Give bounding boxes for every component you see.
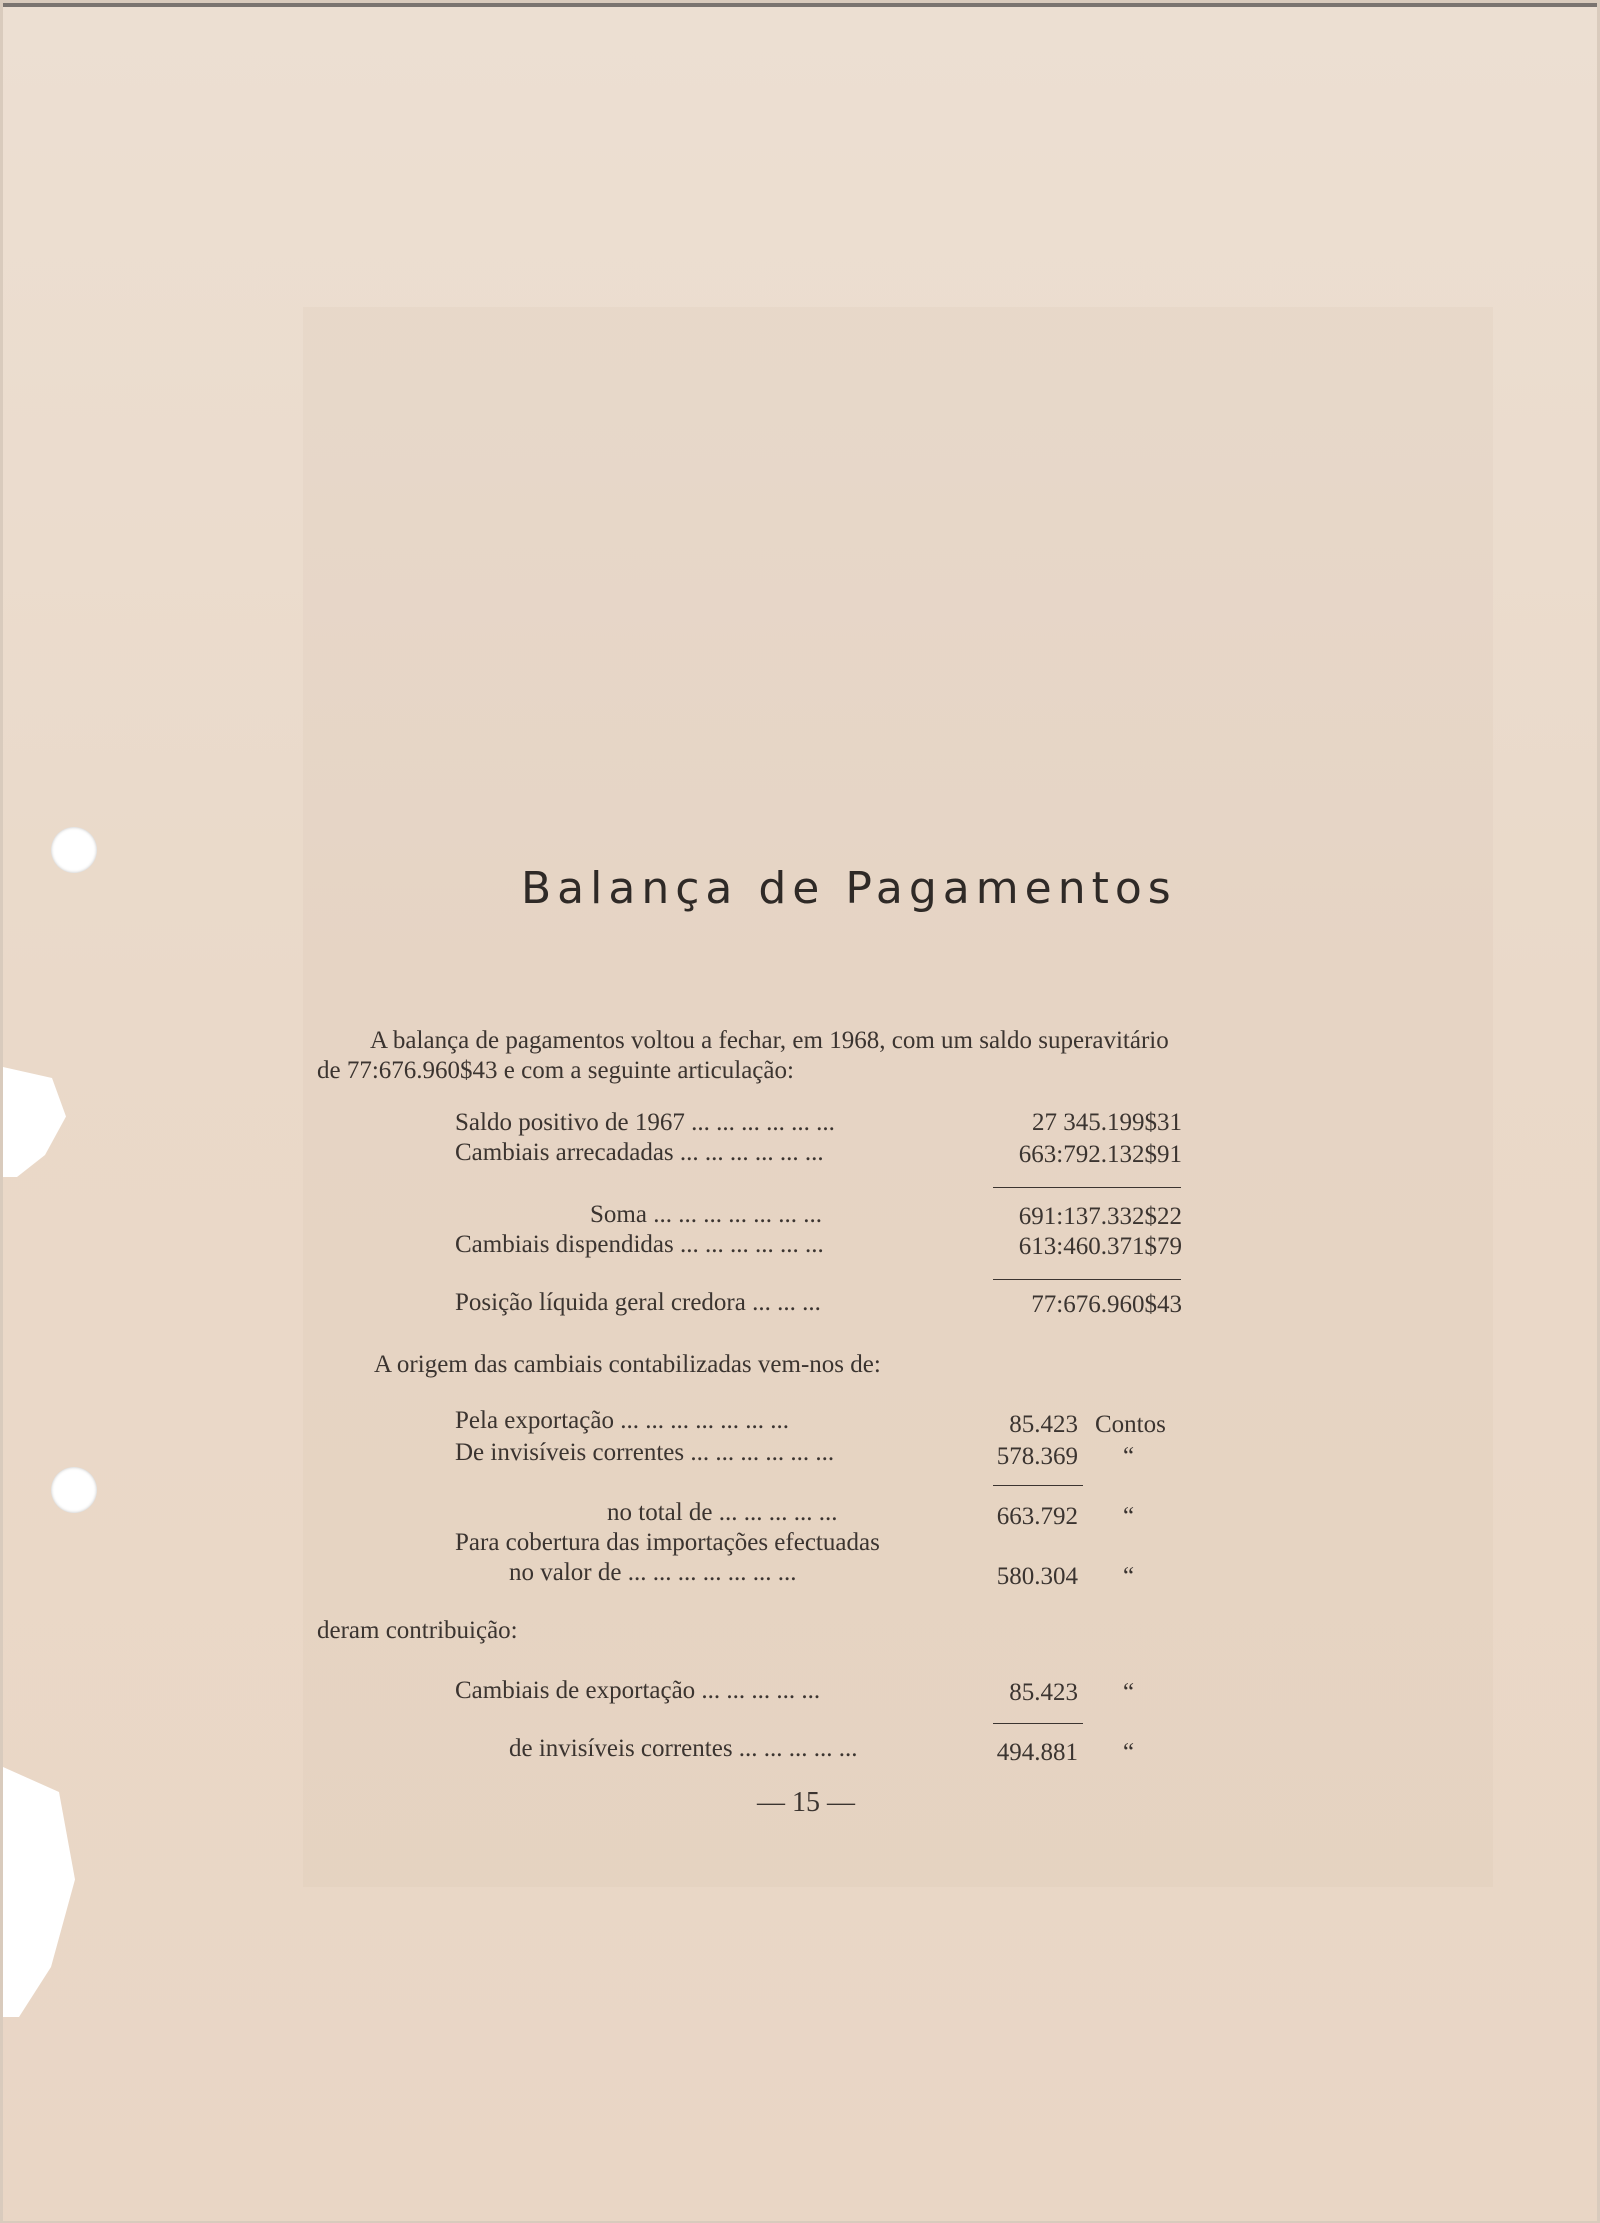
deram-line: deram contribuição:: [317, 1617, 518, 1644]
arrecadadas-value: 663:792.132$91: [1018, 1141, 1182, 1168]
ditto-mark: “: [1123, 1443, 1135, 1470]
cambiais-exportacao-value: 85.423: [1009, 1679, 1078, 1706]
dispendidas-label: Cambiais dispendidas ... ... ... ... ... ...: [455, 1231, 824, 1258]
cobertura-line-2: no valor de ... ... ... ... ... ... ...: [509, 1559, 797, 1586]
total-label: no total de ... ... ... ... ...: [607, 1499, 838, 1526]
cobertura-value: 580.304: [996, 1563, 1078, 1590]
page-number: — 15 —: [757, 1787, 855, 1818]
torn-edge-lower: [3, 1767, 83, 2017]
punch-hole-bottom: [51, 1467, 97, 1513]
torn-edge-upper: [3, 1067, 73, 1177]
page-title: Balança de Pagamentos: [521, 863, 1177, 914]
arrecadadas-label: Cambiais arrecadadas ... ... ... ... ... ...: [455, 1139, 824, 1166]
dispendidas-value: 613:460.371$79: [1018, 1233, 1182, 1260]
invisiveis-correntes-value: 494.881: [996, 1739, 1078, 1766]
soma-label: Soma ... ... ... ... ... ... ...: [590, 1201, 822, 1228]
exportacao-value: 85.423: [1009, 1411, 1078, 1438]
invisiveis-correntes-label: de invisíveis correntes ... ... ... ... ...: [509, 1735, 858, 1762]
origem-line: A origem das cambiais contabilizadas vem-nos de:: [374, 1351, 881, 1378]
sum-rule-4: [993, 1723, 1083, 1724]
ditto-mark: “: [1123, 1679, 1135, 1706]
posicao-label: Posição líquida geral credora ... ... ...: [455, 1289, 821, 1316]
punch-hole-top: [51, 827, 97, 873]
ditto-mark: “: [1123, 1503, 1135, 1530]
document-page: [3, 3, 1597, 2221]
exportacao-label: Pela exportação ... ... ... ... ... ... ...: [455, 1407, 789, 1434]
sum-rule-2: [993, 1279, 1181, 1280]
posicao-value: 77:676.960$43: [1031, 1291, 1182, 1318]
intro-line-1: A balança de pagamentos voltou a fechar, em 1968, com um saldo superavitário: [370, 1027, 1169, 1054]
show-through-shadow: [303, 307, 1493, 1887]
saldo-value: 27 345.199$31: [1032, 1109, 1182, 1136]
soma-value: 691:137.332$22: [1018, 1203, 1182, 1230]
ditto-mark: “: [1123, 1563, 1135, 1590]
intro-line-2: de 77:676.960$43 e com a seguinte articulação:: [317, 1057, 794, 1084]
total-value: 663.792: [996, 1503, 1078, 1530]
saldo-label: Saldo positivo de 1967 ... ... ... ... ... ...: [455, 1109, 835, 1136]
sum-rule-1: [993, 1187, 1181, 1188]
sum-rule-3: [993, 1485, 1083, 1486]
invisiveis-label: De invisíveis correntes ... ... ... ... ... ...: [455, 1439, 835, 1466]
cobertura-line-1: Para cobertura das importações efectuadas: [455, 1529, 880, 1556]
ditto-mark: “: [1123, 1739, 1135, 1766]
invisiveis-value: 578.369: [996, 1443, 1078, 1470]
cambiais-exportacao-label: Cambiais de exportação ... ... ... ... ...: [455, 1677, 821, 1704]
contos-unit: Contos: [1095, 1411, 1166, 1438]
